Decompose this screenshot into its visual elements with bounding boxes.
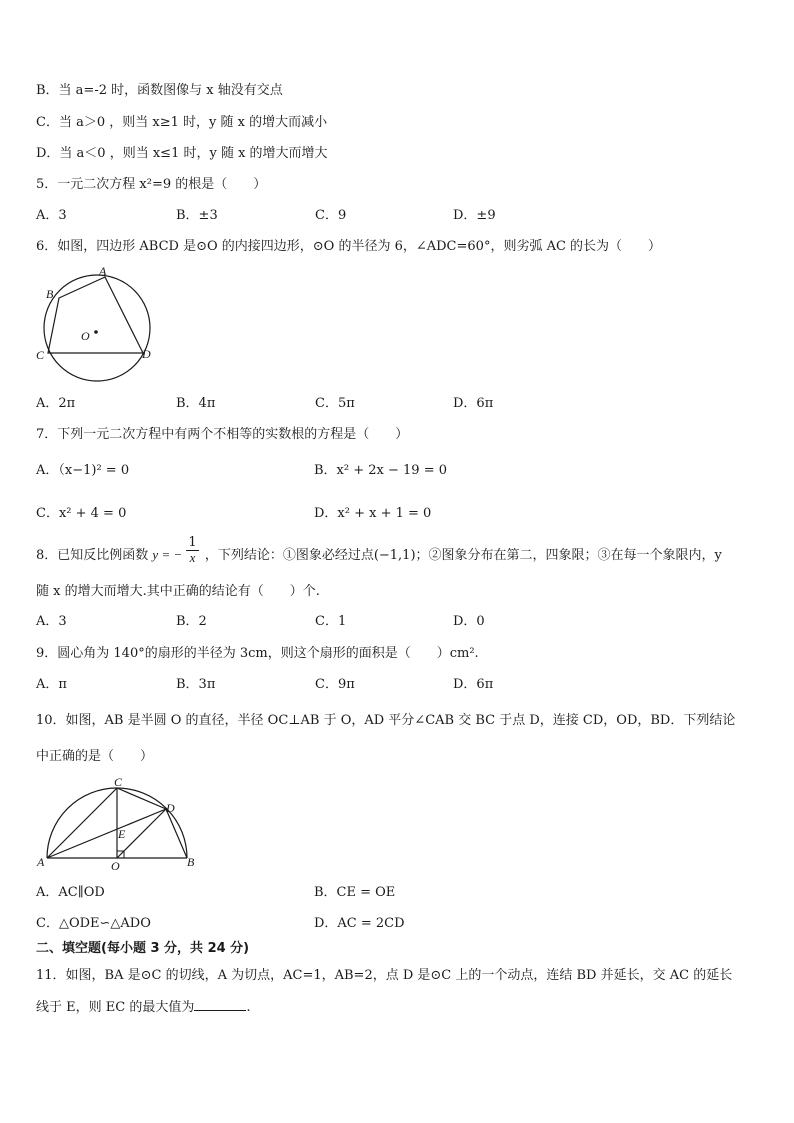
q9-option-d: D．6π xyxy=(453,677,494,692)
q8-fraction-numerator: 1 xyxy=(188,535,197,550)
section-2-heading: 二、填空题(每小题 3 分，共 24 分) xyxy=(36,941,250,956)
q7-option-b: B．x² + 2x − 19 = 0 xyxy=(314,463,447,478)
q10-label-o: O xyxy=(111,859,120,873)
q9-stem: 9．圆心角为 140°的扇形的半径为 3cm，则这个扇形的面积是（ ）cm². xyxy=(36,646,479,661)
q5-option-b: B．±3 xyxy=(176,208,218,223)
q9-option-a: A．π xyxy=(36,677,67,692)
q5-option-a: A．3 xyxy=(36,208,67,223)
q6-circle xyxy=(44,275,150,381)
q7-stem: 7．下列一元二次方程中有两个不相等的实数根的方程是（ ） xyxy=(36,427,409,442)
q10-label-c: C xyxy=(114,776,123,789)
q4-option-b: B．当 a=-2 时，函数图像与 x 轴没有交点 xyxy=(36,83,283,98)
q7-option-a: A．（x−1)² = 0 xyxy=(36,463,130,478)
q10-figure xyxy=(32,776,202,874)
q5-option-c: C．9 xyxy=(315,208,347,223)
q6-option-b: B．4π xyxy=(176,396,216,411)
q8-fraction-denominator: x xyxy=(189,550,196,565)
q6-label-b: B xyxy=(46,287,54,301)
q11-stem-line2 xyxy=(36,998,250,1017)
q10-label-a: A xyxy=(37,855,45,869)
q9-option-b: B．3π xyxy=(176,677,216,692)
q8-option-b: B．2 xyxy=(176,614,207,629)
q10-label-d: D xyxy=(166,801,175,815)
q10-option-b: B．CE = OE xyxy=(314,885,396,900)
q10-option-c: C．△ODE∽△ADO xyxy=(36,916,151,931)
q11-stem-part1: 线于 E，则 EC 的最大值为 xyxy=(36,1000,195,1015)
q10-stem-line1: 10．如图，AB 是半圆 O 的直径，半径 OC⊥AB 于 O，AD 平分∠CAB 交 BC 于点 D，连接 CD，OD，BD．下列结论 xyxy=(36,713,736,728)
q10-stem-line2: 中正确的是（ ） xyxy=(36,749,154,764)
q5-stem: 5．一元二次方程 x²=9 的根是（ ） xyxy=(36,177,267,192)
q8-stem-part2: ，下列结论：①图象必经过点(−1,1)；②图象分布在第二，四象限；③在每一个象限内，y xyxy=(204,548,722,563)
q10-segment-ac xyxy=(47,788,117,858)
q10-option-a: A．AC∥OD xyxy=(36,885,105,900)
q4-option-d: D．当 a＜0 ，则当 x≤1 时，y 随 x 的增大而增大 xyxy=(36,146,328,161)
q9-option-c: C．9π xyxy=(315,677,355,692)
q10-label-e: E xyxy=(118,827,126,841)
q10-segment-ad xyxy=(47,809,166,858)
q8-option-c: C．1 xyxy=(315,614,347,629)
q8-stem-line2: 随 x 的增大而增大.其中正确的结论有（ ）个. xyxy=(36,584,320,599)
q4-option-c: C．当 a＞0 ，则当 x≥1 时，y 随 x 的增大而减小 xyxy=(36,115,328,130)
q6-label-d: D xyxy=(142,347,151,361)
q10-segment-cd xyxy=(117,788,166,809)
q6-option-d: D．6π xyxy=(453,396,494,411)
q7-option-d: D．x² + x + 1 = 0 xyxy=(314,506,432,521)
q7-option-c: C．x² + 4 = 0 xyxy=(36,506,127,521)
q6-figure xyxy=(28,262,168,387)
q11-stem-part2: . xyxy=(246,1000,251,1015)
q6-option-c: C．5π xyxy=(315,396,355,411)
q8-option-a: A．3 xyxy=(36,614,67,629)
q11-stem-line1: 11．如图，BA 是⊙C 的切线，A 为切点，AC=1，AB=2，点 D 是⊙C 上的一个动点，连结 BD 并延长，交 AC 的延长 xyxy=(36,968,733,983)
q5-option-d: D．±9 xyxy=(453,208,496,223)
q11-answer-blank[interactable] xyxy=(194,998,246,1011)
q8-stem-part1: 8．已知反比例函数 xyxy=(36,548,149,563)
q10-segment-bd xyxy=(166,809,187,858)
q6-option-a: A．2π xyxy=(36,396,76,411)
q6-label-a: A xyxy=(99,264,107,278)
q10-option-d: D．AC = 2CD xyxy=(314,916,405,931)
q6-label-c: C xyxy=(36,348,45,362)
q6-label-o: O xyxy=(81,329,90,343)
q8-stem-line1 xyxy=(36,535,722,565)
q8-option-d: D．0 xyxy=(453,614,485,629)
q8-function: y = − xyxy=(152,547,183,562)
q10-label-b: B xyxy=(187,855,195,869)
q8-fraction xyxy=(186,536,198,565)
q6-stem: 6．如图，四边形 ABCD 是⊙O 的内接四边形，⊙O 的半径为 6，∠ADC=60°，则劣弧 AC 的长为（ ） xyxy=(36,239,662,254)
q6-center-dot xyxy=(94,330,98,334)
